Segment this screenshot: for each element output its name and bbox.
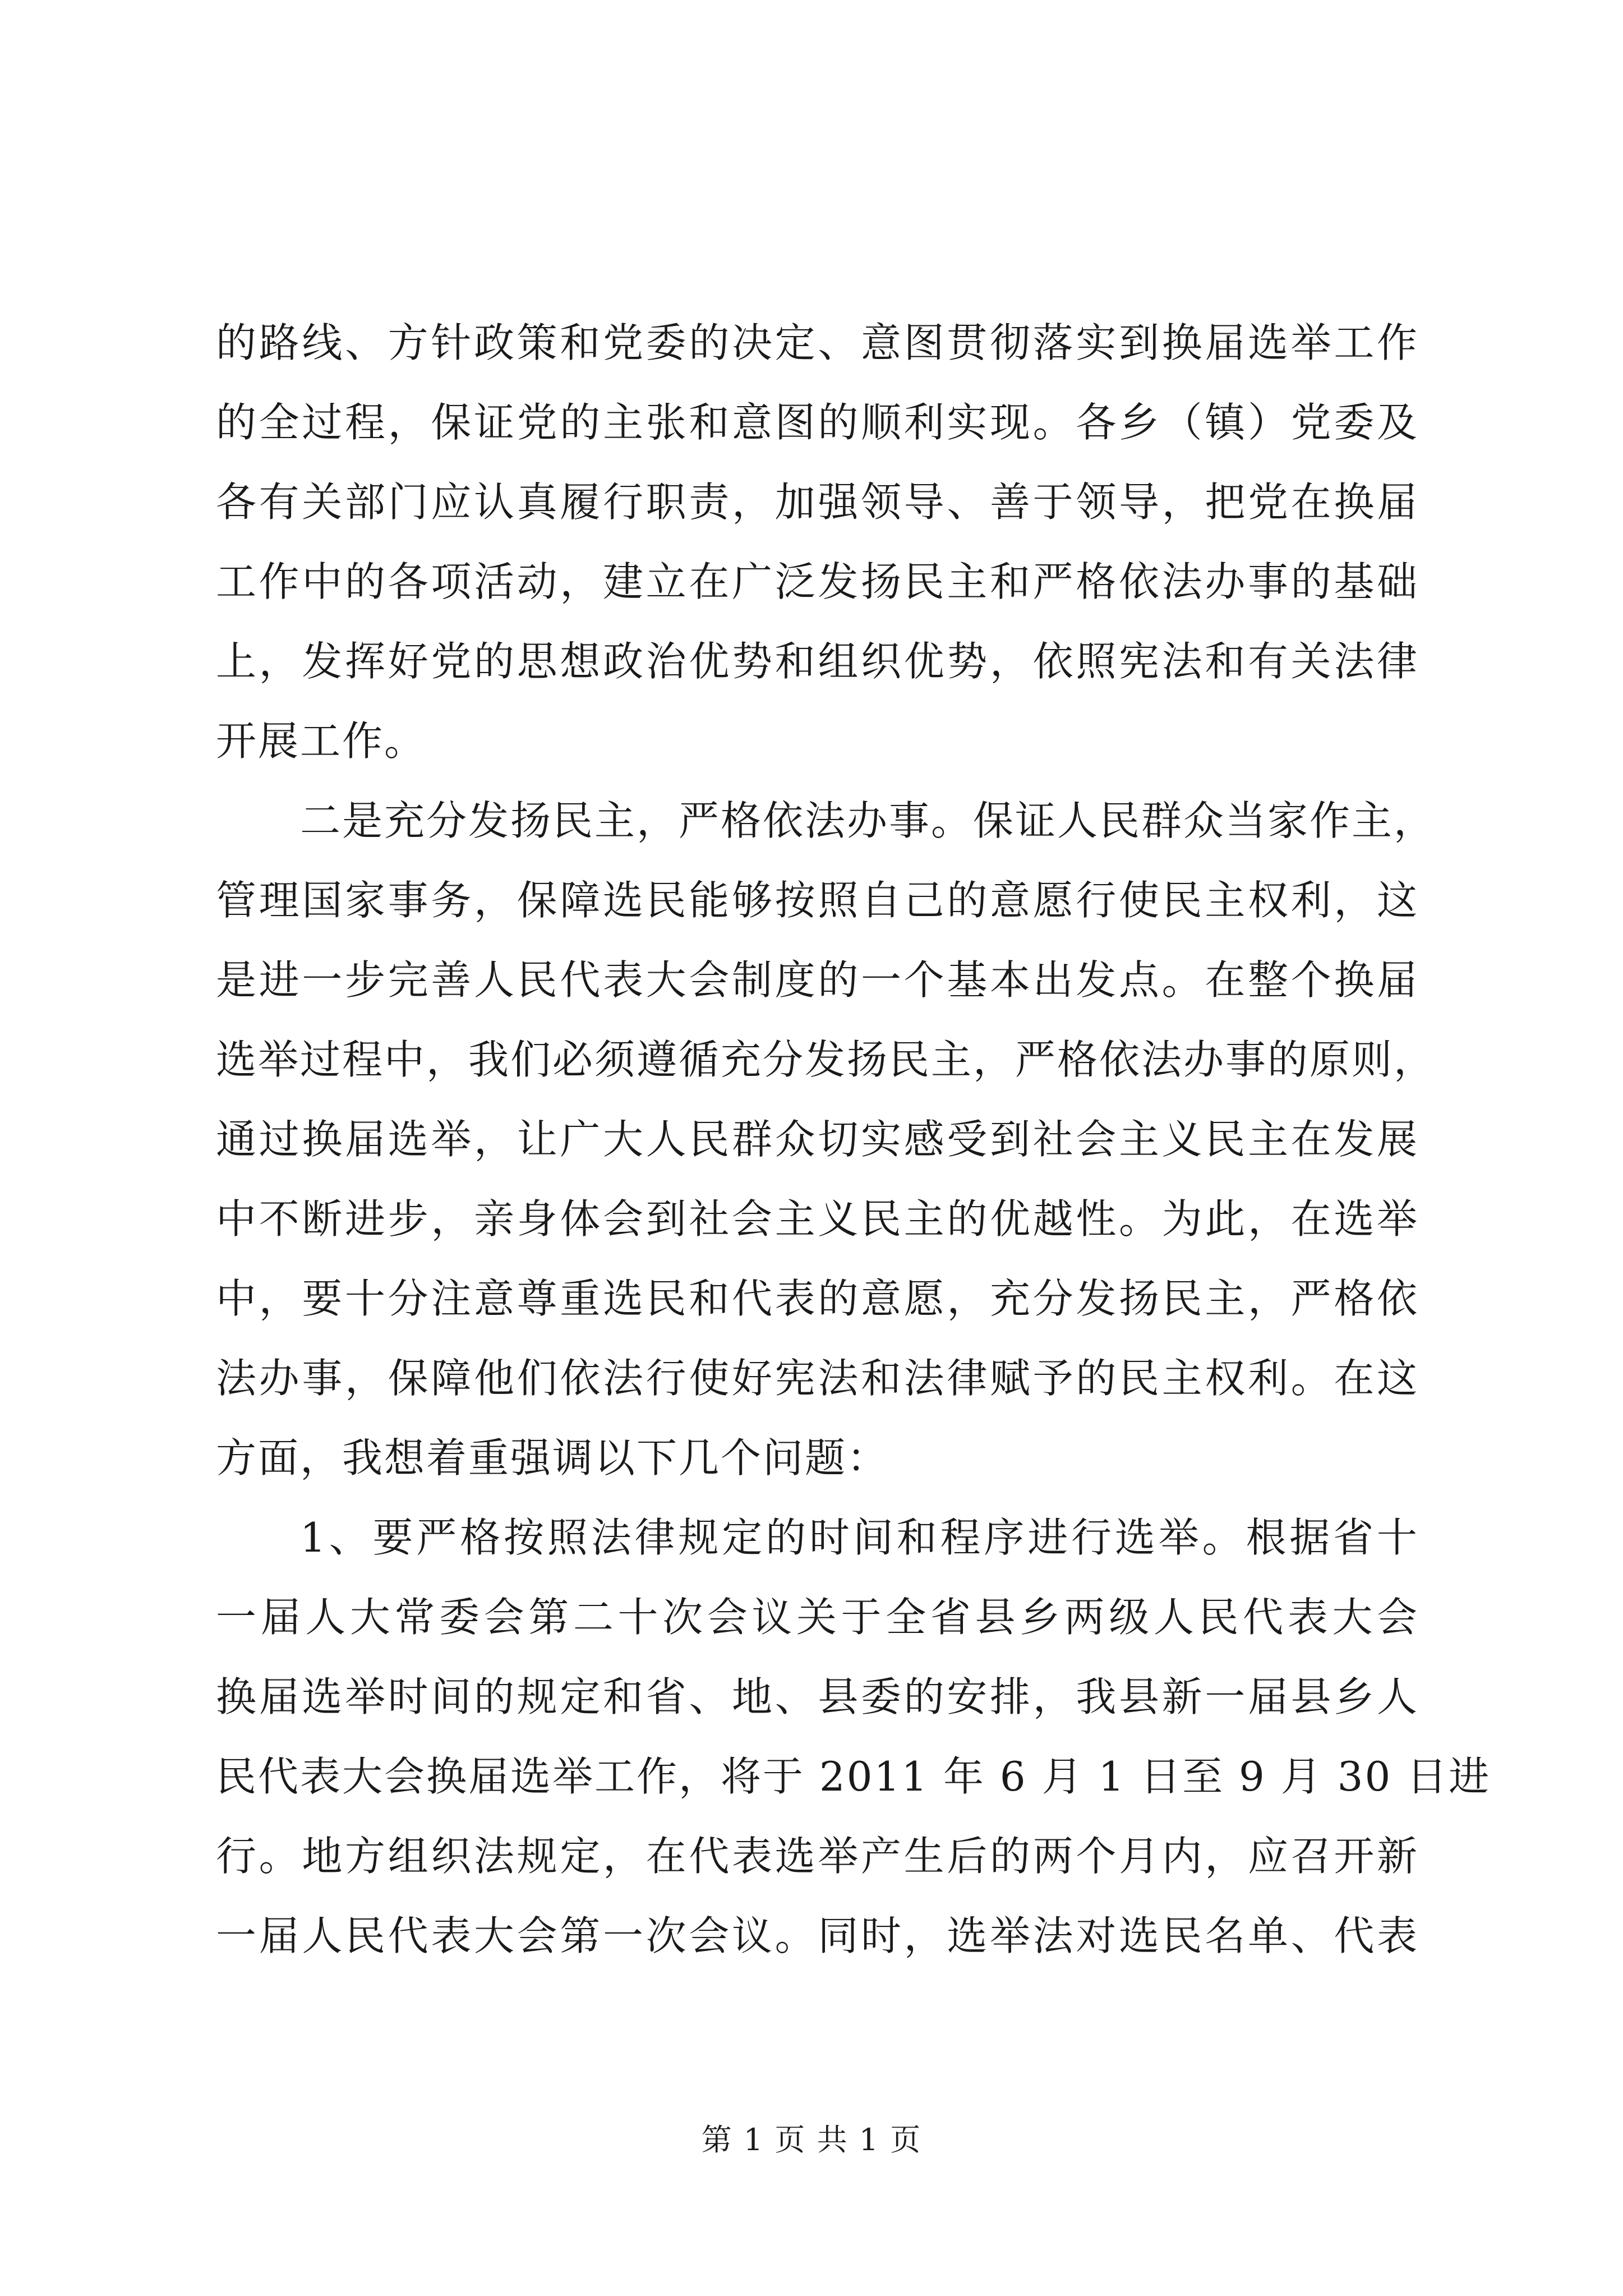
text-line: 法办事，保障他们依法行使好宪法和法律赋予的民主权利。在这 — [216, 1355, 1419, 1402]
text-line: 中不断进步，亲身体会到社会主义民主的优越性。为此，在选举 — [216, 1195, 1419, 1243]
text-line: 的路线、方针政策和党委的决定、意图贯彻落实到换届选举工作 — [216, 319, 1419, 366]
text-line: 民代表大会换届选举工作，将于 2011 年 6 月 1 日至 9 月 30 日进 — [216, 1753, 1491, 1800]
text-line: 选举过程中，我们必须遵循充分发扬民主，严格依法办事的原则， — [216, 1036, 1436, 1083]
text-line: 一届人大常委会第二十次会议关于全省县乡两级人民代表大会 — [216, 1594, 1419, 1641]
text-line: 一届人民代表大会第一次会议。同时，选举法对选民名单、代表 — [216, 1912, 1419, 1959]
text-line: 方面，我想着重强调以下几个问题： — [216, 1434, 889, 1481]
text-line: 二是充分发扬民主，严格依法办事。保证人民群众当家作主， — [300, 797, 1436, 844]
text-line: 是进一步完善人民代表大会制度的一个基本出发点。在整个换届 — [216, 956, 1419, 1004]
text-line: 通过换届选举，让广大人民群众切实感受到社会主义民主在发展 — [216, 1116, 1419, 1163]
text-line: 1、要严格按照法律规定的时间和程序进行选举。根据省十 — [300, 1514, 1419, 1561]
text-line: 的全过程，保证党的主张和意图的顺利实现。各乡（镇）党委及 — [216, 399, 1419, 446]
text-line: 开展工作。 — [216, 717, 427, 765]
text-line: 工作中的各项活动，建立在广泛发扬民主和严格依法办事的基础 — [216, 558, 1419, 605]
text-line: 行。地方组织法规定，在代表选举产生后的两个月内，应召开新 — [216, 1833, 1419, 1880]
text-line: 管理国家事务，保障选民能够按照自己的意愿行使民主权利，这 — [216, 877, 1419, 924]
body-text — [216, 303, 1491, 1976]
page-number: 第 1 页 共 1 页 — [701, 2122, 922, 2157]
text-line: 上，发挥好党的思想政治优势和组织优势，依照宪法和有关法律 — [216, 638, 1419, 685]
text-line: 中，要十分注意尊重选民和代表的意愿，充分发扬民主，严格依 — [216, 1275, 1419, 1322]
text-line: 各有关部门应认真履行职责，加强领导、善于领导，把党在换届 — [216, 478, 1419, 526]
page-footer — [0, 2123, 1623, 2157]
text-line: 换届选举时间的规定和省、地、县委的安排，我县新一届县乡人 — [216, 1673, 1419, 1720]
